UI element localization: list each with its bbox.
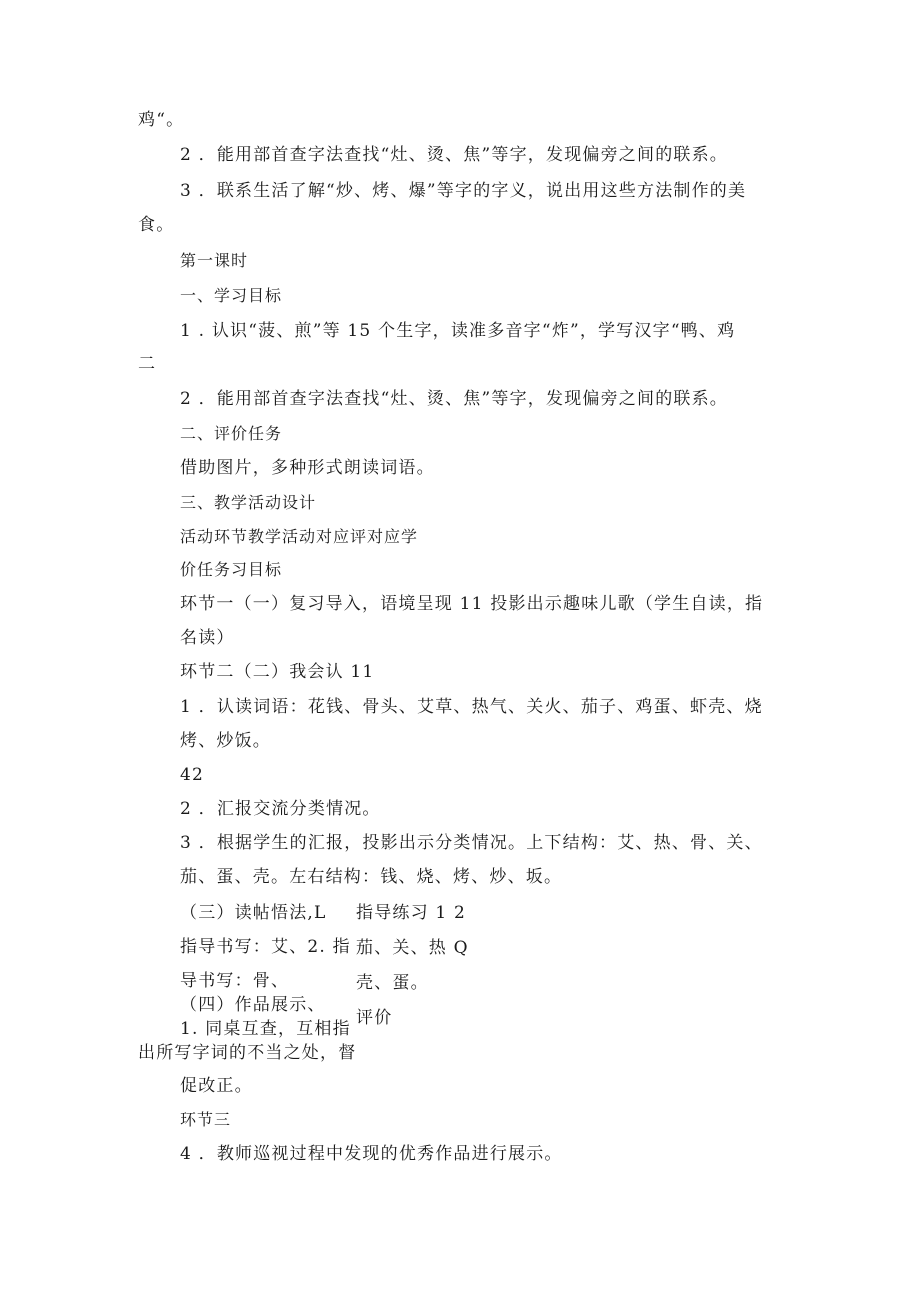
text-line: 茄、蛋、壳。左右结构：钱、烧、烤、炒、坂。 [180, 867, 563, 887]
section-heading: 二、评价任务 [180, 424, 283, 443]
left-column-line: 1. 同桌互查，互相指 [180, 1019, 351, 1039]
left-column-line: 促改正。 [180, 1076, 253, 1096]
text-line: 2 ．能用部首查字法查找“灶、烫、焦”等字，发现偏旁之间的联系。 [180, 389, 729, 409]
right-column-line: 指导练习 1 2 [356, 903, 467, 923]
text-line: 3 ．联系生活了解“炒、烤、爆”等字的字义，说出用这些方法制作的美 [180, 181, 747, 201]
text-line: 食。 [138, 215, 175, 235]
text-line: 借助图片，多种形式朗读词语。 [180, 458, 435, 478]
text-line: 鸡“。 [138, 110, 185, 130]
page-number: 42 [180, 765, 205, 785]
text-line: 4 ．教师巡视过程中发现的优秀作品进行展示。 [180, 1144, 563, 1164]
text-line: 烤、炒饭。 [180, 731, 271, 751]
table-header-line: 价任务习目标 [180, 560, 283, 579]
right-column-line: 壳、蛋。 [356, 973, 429, 993]
left-column-line: 指导书写：艾、2. 指 [180, 937, 351, 957]
section-heading: 三、教学活动设计 [180, 493, 317, 512]
left-column-line: 出所写字词的不当之处，督 [138, 1043, 357, 1063]
right-column-line: 评价 [356, 1008, 393, 1028]
text-line: 2 ．汇报交流分类情况。 [180, 799, 381, 819]
section-heading: 一、学习目标 [180, 286, 283, 305]
text-line: 环节一（一）复习导入，语境呈现 11 投影出示趣味儿歌（学生自读，指 [180, 594, 764, 614]
text-line: 1 ．认读词语：花钱、骨头、艾草、热气、关火、茄子、鸡蛋、虾壳、烧 [180, 697, 763, 717]
left-column-line: 导书写：骨、 [180, 971, 290, 991]
text-line: 2 ．能用部首查字法查找“灶、烫、焦”等字，发现偏旁之间的联系。 [180, 145, 729, 165]
left-column-line: （三）读帖悟法,L [180, 903, 327, 923]
text-line: 名读） [180, 628, 235, 648]
right-column-line: 茄、关、热 Q [356, 938, 469, 958]
section-heading: 第一课时 [180, 251, 249, 270]
text-line: 二 [138, 354, 157, 374]
table-header-line: 活动环节教学活动对应评对应学 [180, 527, 419, 546]
text-line: 1 . 认识“菠、煎”等 15 个生字，读准多音字“炸”，学写汉字“鸭、鸡 [180, 321, 736, 341]
section-heading: 环节三 [180, 1110, 232, 1129]
text-line: 环节二（二）我会认 11 [180, 662, 375, 682]
text-line: 3 ．根据学生的汇报，投影出示分类情况。上下结构：艾、热、骨、关、 [180, 833, 763, 853]
left-column-line: （四）作品展示、 [180, 995, 326, 1015]
